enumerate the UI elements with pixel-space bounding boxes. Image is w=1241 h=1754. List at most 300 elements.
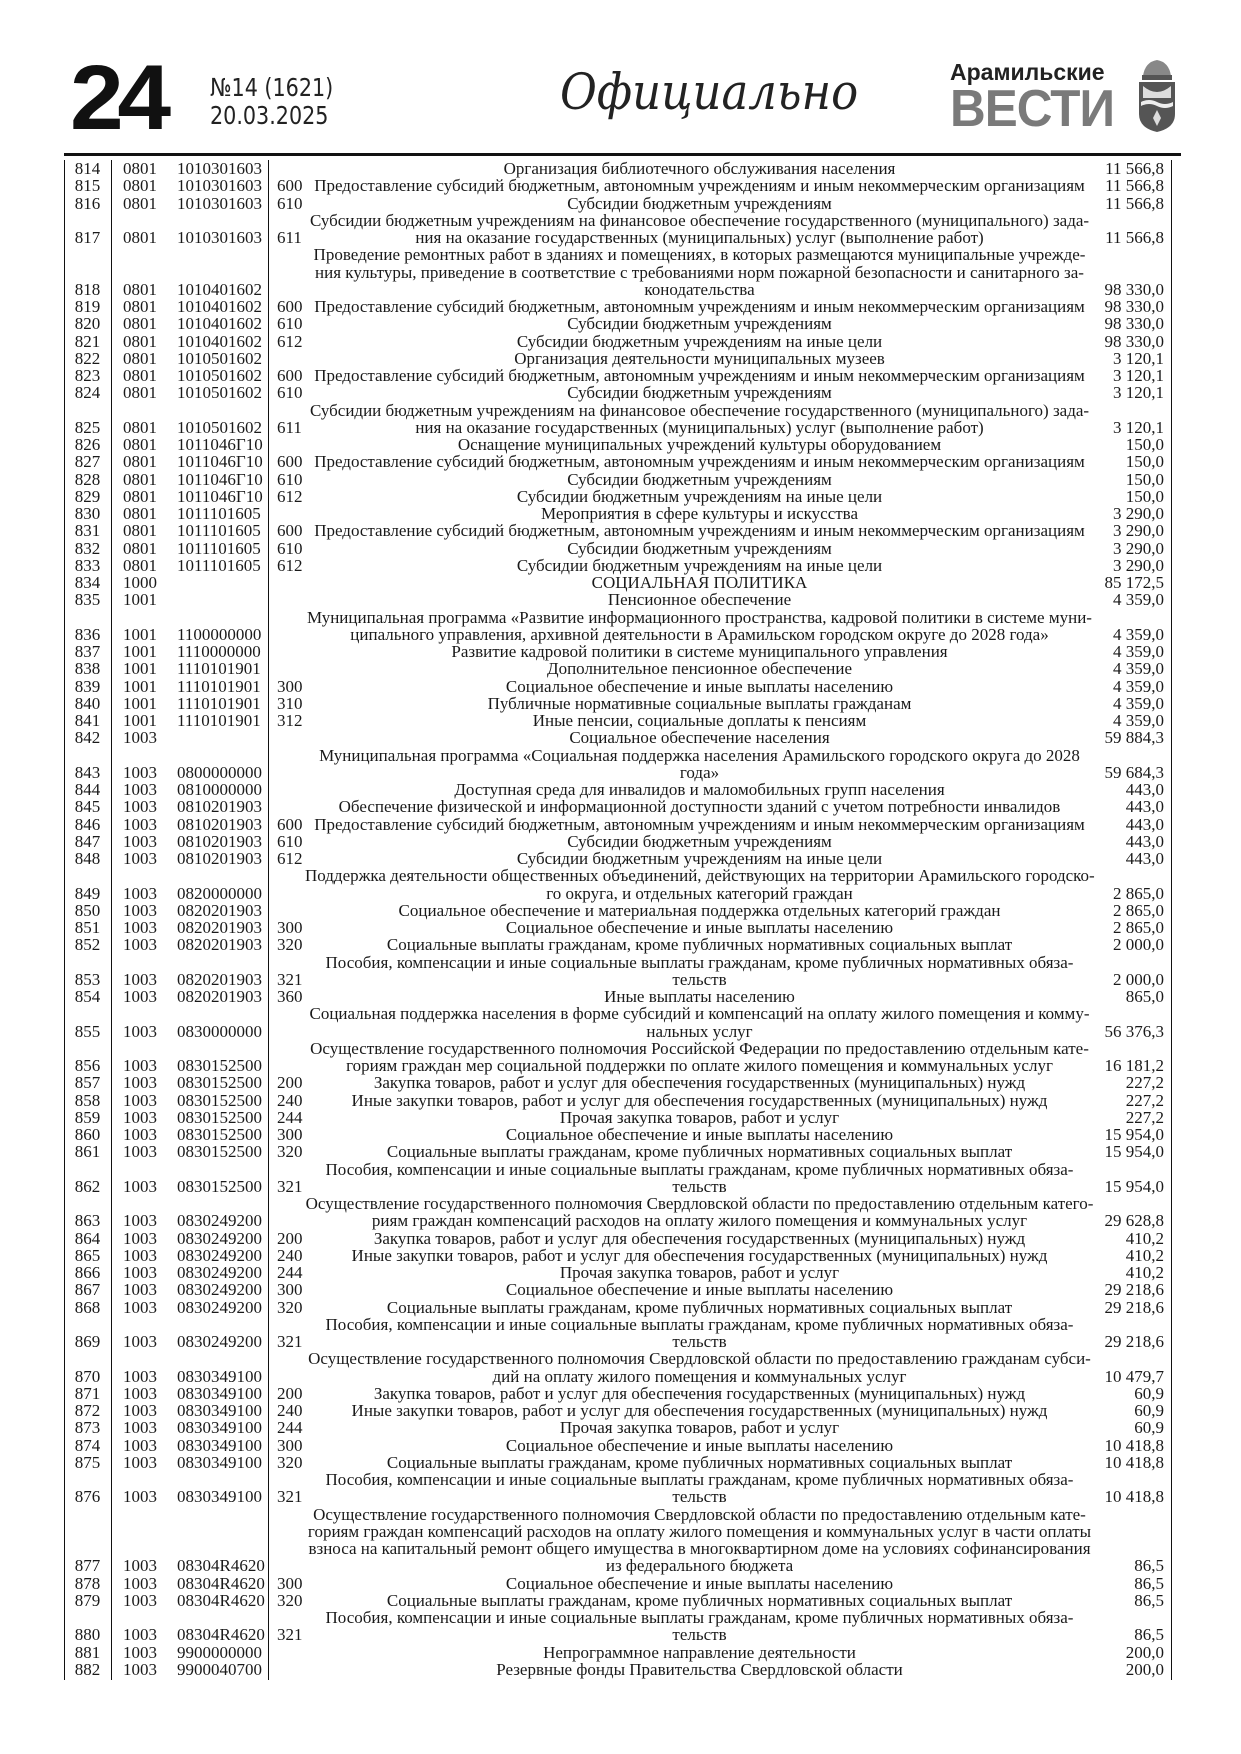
- row-number: 835: [74, 590, 101, 610]
- row-description: [305, 384, 1094, 401]
- target-article-code: 9900000000: [177, 1642, 262, 1662]
- row-number: 815: [74, 176, 101, 196]
- row-description: [305, 1074, 1094, 1091]
- expense-type-code: 321: [277, 969, 303, 989]
- row-amount: 443,0: [1125, 780, 1164, 799]
- row-description: [305, 798, 1094, 815]
- row-number: 851: [74, 918, 101, 937]
- row-amount: 4 359,0: [1113, 624, 1164, 644]
- section-code: 1003: [123, 1280, 157, 1300]
- row-description: [305, 1644, 1094, 1661]
- target-article-code: 0830152500: [177, 1125, 262, 1144]
- table-row: [64, 1506, 1172, 1575]
- column-divider: [268, 160, 269, 1680]
- description-line: Субсидии бюджетным учреждениям: [567, 469, 832, 489]
- target-article-code: 08304R4620: [177, 1573, 265, 1593]
- description-line: Социальное обеспечение и иные выплаты населению: [505, 1435, 894, 1455]
- expense-type-code: 611: [277, 228, 302, 247]
- row-number: 843: [74, 762, 101, 782]
- row-amount: 2 865,0: [1113, 918, 1164, 937]
- row-amount: 410,2: [1125, 1228, 1164, 1248]
- description-line: Субсидии бюджетным учреждениям на иные цели: [516, 849, 883, 868]
- row-number: 838: [74, 659, 101, 679]
- section-code: 1003: [123, 797, 157, 817]
- row-amount: 15 954,0: [1104, 1142, 1164, 1162]
- description-line: тельств: [672, 1625, 727, 1645]
- section-code: 1003: [123, 1418, 157, 1438]
- description-line: дий на оплату жилого помещения и коммунальных услуг: [492, 1366, 907, 1386]
- section-code: 1003: [123, 969, 157, 989]
- expense-type-code: 310: [277, 693, 303, 713]
- row-amount: 98 330,0: [1104, 314, 1164, 334]
- expense-type-code: 240: [277, 1401, 303, 1420]
- section-code: 1003: [123, 1142, 157, 1162]
- section-code: 1003: [123, 1297, 157, 1317]
- row-number: 822: [74, 348, 101, 368]
- description-line: тельств: [672, 1176, 727, 1196]
- description-line: Развитие кадровой политики в системе муниципального управления: [451, 642, 948, 661]
- description-line: Прочая закупка товаров, работ и услуг: [559, 1263, 840, 1282]
- table-row: [64, 1316, 1172, 1351]
- expense-type-code: 600: [277, 521, 303, 541]
- row-amount: 2 865,0: [1113, 900, 1164, 920]
- table-row: [64, 1385, 1172, 1402]
- row-number: 840: [74, 693, 101, 713]
- section-code: 1001: [123, 711, 157, 730]
- table-row: [64, 1109, 1172, 1126]
- row-description: [305, 643, 1094, 660]
- row-number: 873: [74, 1418, 101, 1438]
- table-border-left: [64, 160, 65, 1680]
- row-number: 882: [74, 1659, 101, 1679]
- section-code: 1003: [123, 1590, 157, 1610]
- row-amount: 150,0: [1125, 452, 1164, 472]
- expense-type-code: 610: [277, 538, 303, 558]
- target-article-code: 0830249200: [177, 1245, 262, 1265]
- target-article-code: 0810000000: [177, 780, 262, 799]
- expense-type-code: 300: [277, 1435, 303, 1455]
- row-amount: 3 290,0: [1113, 538, 1164, 558]
- row-amount: 60,9: [1134, 1383, 1164, 1403]
- row-description: [305, 1247, 1094, 1264]
- table-row: [64, 1005, 1172, 1040]
- description-line: Социальное обеспечение населения: [569, 728, 830, 748]
- expense-type-code: 300: [277, 918, 303, 937]
- description-line: Социальное обеспечение и иные выплаты населению: [505, 676, 894, 696]
- description-line: Субсидии бюджетным учреждениям на финансовое обеспечение государственного (муниципального) зада-: [309, 210, 1090, 230]
- row-description: [305, 1575, 1094, 1592]
- target-article-code: 1010401602: [177, 297, 262, 316]
- description-line: Прочая закупка товаров, работ и услуг: [559, 1107, 840, 1127]
- description-line: Пособия, компенсации и иные социальные выплаты гражданам, кроме публичных нормативных обяза-: [325, 1608, 1074, 1627]
- table-row: [64, 1264, 1172, 1281]
- target-article-code: 08304R4620: [177, 1625, 265, 1645]
- row-number: 859: [74, 1107, 101, 1127]
- row-number: 868: [74, 1297, 101, 1317]
- row-description: [305, 246, 1094, 298]
- row-number: 869: [74, 1332, 101, 1351]
- description-line: Муниципальная программа «Развитие информационного пространства, кадровой политики в системе муни-: [307, 607, 1092, 627]
- row-amount: 10 418,8: [1104, 1452, 1164, 1472]
- row-description: [305, 1109, 1094, 1126]
- description-line: Мероприятия в сфере культуры и искусства: [540, 504, 859, 523]
- section-code: 0801: [123, 348, 157, 368]
- description-line: взноса на капитальный ремонт общего имущества в многоквартирном доме на условиях софинансирования: [308, 1539, 1091, 1558]
- target-article-code: 0830249200: [177, 1280, 262, 1300]
- target-article-code: 1110101901: [177, 659, 261, 679]
- expense-type-code: 300: [277, 1573, 303, 1593]
- section-code: 1003: [123, 1332, 157, 1351]
- section-code: 0801: [123, 504, 157, 523]
- target-article-code: 0830349100: [177, 1366, 262, 1386]
- row-number: 847: [74, 831, 101, 851]
- row-description: [305, 1506, 1094, 1575]
- row-description: [305, 1350, 1094, 1385]
- row-number: 865: [74, 1245, 101, 1265]
- row-description: [305, 954, 1094, 989]
- description-line: Осуществление государственного полномочия Свердловской области по предоставлению отдельным кате-: [313, 1504, 1086, 1524]
- description-line: года»: [679, 762, 720, 782]
- description-line: Закупка товаров, работ и услуг для обеспечения государственных (муниципальных) нужд: [373, 1383, 1026, 1403]
- target-article-code: 1010301603: [177, 228, 262, 247]
- section-code: 1003: [123, 1556, 157, 1576]
- description-line: тельств: [672, 1487, 727, 1507]
- table-body: [64, 160, 1172, 1678]
- row-amount: 60,9: [1134, 1418, 1164, 1438]
- row-amount: 2 000,0: [1113, 969, 1164, 989]
- expense-type-code: 610: [277, 193, 303, 213]
- section-code: 1003: [123, 728, 157, 748]
- row-number: 881: [74, 1642, 101, 1662]
- table-row: [64, 246, 1172, 298]
- table-row: [64, 678, 1172, 695]
- issue-info: [210, 74, 333, 130]
- row-description: [305, 712, 1094, 729]
- row-amount: 200,0: [1125, 1642, 1164, 1662]
- section-code: 1001: [123, 693, 157, 713]
- table-row: [64, 781, 1172, 798]
- row-number: 836: [74, 624, 101, 644]
- target-article-code: 0810201903: [177, 797, 262, 817]
- description-line: го округа, и отдельных категорий граждан: [546, 883, 853, 903]
- row-description: [305, 1040, 1094, 1075]
- expense-type-code: 200: [277, 1073, 303, 1093]
- row-amount: 11 566,8: [1105, 159, 1164, 178]
- target-article-code: 0800000000: [177, 762, 262, 782]
- expense-type-code: 612: [277, 331, 303, 351]
- row-description: [305, 1126, 1094, 1143]
- row-number: 871: [74, 1383, 101, 1403]
- row-description: [305, 1419, 1094, 1436]
- row-description: [305, 436, 1094, 453]
- row-amount: 410,2: [1125, 1263, 1164, 1282]
- row-description: [305, 160, 1094, 177]
- row-description: [305, 1437, 1094, 1454]
- row-description: [305, 988, 1094, 1005]
- row-description: [305, 195, 1094, 212]
- description-line: Социальные выплаты гражданам, кроме публичных нормативных социальных выплат: [386, 1452, 1013, 1472]
- section-code: 1001: [123, 590, 157, 610]
- expense-type-code: 600: [277, 814, 303, 834]
- row-amount: 3 290,0: [1113, 555, 1164, 575]
- row-description: [305, 695, 1094, 712]
- row-amount: 150,0: [1125, 486, 1164, 506]
- section-code: 1001: [123, 624, 157, 644]
- row-number: 844: [74, 780, 101, 799]
- section-code: 0801: [123, 452, 157, 472]
- target-article-code: 0810201903: [177, 849, 262, 868]
- section-code: 0801: [123, 279, 157, 299]
- expense-type-code: 200: [277, 1228, 303, 1248]
- target-article-code: 0830249200: [177, 1332, 262, 1351]
- description-line: Социальные выплаты гражданам, кроме публичных нормативных социальных выплат: [386, 1297, 1013, 1317]
- row-number: 839: [74, 676, 101, 696]
- row-description: [305, 1471, 1094, 1506]
- expense-type-code: 612: [277, 486, 303, 506]
- table-row: [64, 1419, 1172, 1436]
- expense-type-code: 610: [277, 383, 303, 403]
- target-article-code: 1110000000: [177, 642, 261, 661]
- section-code: 0801: [123, 383, 157, 403]
- newspaper-logo: [950, 59, 1120, 138]
- row-amount: 11 566,8: [1105, 176, 1164, 196]
- row-number: 830: [74, 504, 101, 523]
- section-code: 0801: [123, 521, 157, 541]
- row-number: 867: [74, 1280, 101, 1300]
- target-article-code: 0810201903: [177, 831, 262, 851]
- row-amount: 98 330,0: [1104, 331, 1164, 351]
- expense-type-code: 320: [277, 1452, 303, 1472]
- row-amount: 29 218,6: [1104, 1280, 1164, 1300]
- table-row: [64, 453, 1172, 470]
- row-number: 872: [74, 1401, 101, 1420]
- row-number: 846: [74, 814, 101, 834]
- target-article-code: 1110101901: [177, 693, 261, 713]
- target-article-code: 0830349100: [177, 1435, 262, 1455]
- row-amount: 15 954,0: [1104, 1125, 1164, 1144]
- row-number: 861: [74, 1142, 101, 1162]
- description-line: Предоставление субсидий бюджетным, автономным учреждениям и иным некоммерческим организациям: [314, 452, 1085, 472]
- target-article-code: 0810201903: [177, 814, 262, 834]
- expense-type-code: 240: [277, 1090, 303, 1110]
- description-line: Поддержка деятельности общественных объединений, действующих на территории Арамильского городско-: [305, 866, 1095, 886]
- description-line: Осуществление государственного полномочия Свердловской области по предоставлению гражданам субси-: [308, 1349, 1091, 1369]
- row-number: 866: [74, 1263, 101, 1282]
- row-number: 820: [74, 314, 101, 334]
- description-line: Иные закупки товаров, работ и услуг для обеспечения государственных (муниципальных) нужд: [351, 1401, 1048, 1420]
- row-amount: 2 000,0: [1113, 935, 1164, 955]
- expense-type-code: 320: [277, 1297, 303, 1317]
- row-number: 845: [74, 797, 101, 817]
- row-description: [305, 747, 1094, 782]
- description-line: ния на оказание государственных (муниципальных) услуг (выполнение работ): [415, 417, 984, 437]
- section-code: 1003: [123, 1383, 157, 1403]
- row-number: 874: [74, 1435, 101, 1455]
- row-amount: 86,5: [1134, 1556, 1164, 1576]
- table-row: [64, 177, 1172, 194]
- section-code: 0801: [123, 193, 157, 213]
- row-amount: 10 418,8: [1104, 1487, 1164, 1507]
- row-number: 877: [74, 1556, 101, 1576]
- section-code: 1003: [123, 1401, 157, 1420]
- description-line: Субсидии бюджетным учреждениям на иные цели: [516, 486, 883, 506]
- description-line: Организация библиотечного обслуживания населения: [503, 159, 896, 178]
- description-line: Закупка товаров, работ и услуг для обеспечения государственных (муниципальных) нужд: [373, 1073, 1026, 1093]
- row-amount: 29 218,6: [1104, 1297, 1164, 1317]
- description-line: Пособия, компенсации и иные социальные выплаты гражданам, кроме публичных нормативных обяза-: [325, 1314, 1074, 1334]
- row-number: 875: [74, 1452, 101, 1472]
- row-number: 832: [74, 538, 101, 558]
- description-line: Иные пенсии, социальные доплаты к пенсиям: [532, 711, 867, 730]
- table-row: [64, 1299, 1172, 1316]
- description-line: Субсидии бюджетным учреждениям: [567, 193, 832, 213]
- row-amount: 59 884,3: [1104, 728, 1164, 748]
- section-code: 1001: [123, 659, 157, 679]
- row-number: 825: [74, 417, 101, 437]
- row-amount: 227,2: [1125, 1107, 1164, 1127]
- section-code: 1003: [123, 1125, 157, 1144]
- coat-of-arms-icon: [1133, 58, 1181, 134]
- section-code: 0801: [123, 538, 157, 558]
- row-number: 870: [74, 1366, 101, 1386]
- section-code: 1003: [123, 1176, 157, 1196]
- row-number: 823: [74, 366, 101, 385]
- description-line: Осуществление государственного полномочия Свердловской области по предоставлению отдельным катего-: [305, 1194, 1094, 1213]
- row-number: 860: [74, 1125, 101, 1144]
- table-row: [64, 1575, 1172, 1592]
- description-line: Субсидии бюджетным учреждениям: [567, 314, 832, 334]
- target-article-code: 0830000000: [177, 1021, 262, 1041]
- row-amount: 3 290,0: [1113, 521, 1164, 541]
- row-description: [305, 333, 1094, 350]
- table-row: [64, 505, 1172, 522]
- table-row: [64, 729, 1172, 746]
- row-number: 814: [74, 159, 101, 178]
- row-amount: 227,2: [1125, 1090, 1164, 1110]
- row-number: 829: [74, 486, 101, 506]
- section-code: 1003: [123, 883, 157, 903]
- row-description: [305, 1230, 1094, 1247]
- row-amount: 11 566,8: [1105, 193, 1164, 213]
- section-code: 1003: [123, 814, 157, 834]
- row-number: 841: [74, 711, 101, 730]
- target-article-code: 0820201903: [177, 987, 262, 1006]
- table-row: [64, 1609, 1172, 1644]
- target-article-code: 1010501602: [177, 383, 262, 403]
- row-number: 818: [74, 279, 101, 299]
- table-row: [64, 384, 1172, 401]
- row-description: [305, 1316, 1094, 1351]
- row-description: [305, 867, 1094, 902]
- section-code: 0801: [123, 331, 157, 351]
- row-amount: 3 120,1: [1113, 417, 1164, 437]
- row-amount: 4 359,0: [1113, 693, 1164, 713]
- table-row: [64, 1592, 1172, 1609]
- row-amount: 98 330,0: [1104, 297, 1164, 316]
- target-article-code: 0830152500: [177, 1107, 262, 1127]
- target-article-code: 1010401602: [177, 279, 262, 299]
- target-article-code: 1011101605: [177, 538, 261, 558]
- target-article-code: 1011046Г10: [177, 469, 263, 489]
- row-amount: 60,9: [1134, 1401, 1164, 1420]
- section-code: 1003: [123, 1573, 157, 1593]
- row-number: 842: [74, 728, 101, 748]
- section-code: 1003: [123, 987, 157, 1006]
- row-description: [305, 833, 1094, 850]
- table-row: [64, 1040, 1172, 1075]
- row-amount: 443,0: [1125, 831, 1164, 851]
- section-code: 1003: [123, 1452, 157, 1472]
- section-code: 1003: [123, 1263, 157, 1282]
- table-row: [64, 1402, 1172, 1419]
- expense-type-code: 600: [277, 297, 303, 316]
- description-line: Социальное обеспечение и иные выплаты населению: [505, 1125, 894, 1144]
- table-row: [64, 591, 1172, 608]
- row-number: 876: [74, 1487, 101, 1507]
- target-article-code: 0830249200: [177, 1211, 262, 1231]
- expense-type-code: 240: [277, 1245, 303, 1265]
- expense-type-code: 300: [277, 1280, 303, 1300]
- description-line: Субсидии бюджетным учреждениям: [567, 831, 832, 851]
- row-amount: 16 181,2: [1104, 1056, 1164, 1075]
- row-description: [305, 453, 1094, 470]
- target-article-code: 0830152500: [177, 1142, 262, 1162]
- description-line: Дополнительное пенсионное обеспечение: [546, 659, 853, 679]
- row-description: [305, 1264, 1094, 1281]
- row-amount: 11 566,8: [1105, 228, 1164, 247]
- issue-date: 20.03.2025: [210, 101, 329, 130]
- description-line: Субсидии бюджетным учреждениям: [567, 538, 832, 558]
- target-article-code: 1011046Г10: [177, 452, 263, 472]
- section-code: 1003: [123, 1366, 157, 1386]
- target-article-code: 0830152500: [177, 1073, 262, 1093]
- table-row: [64, 1092, 1172, 1109]
- row-number: 854: [74, 987, 101, 1006]
- row-amount: 86,5: [1134, 1573, 1164, 1593]
- expense-type-code: 600: [277, 366, 303, 385]
- table-row: [64, 609, 1172, 644]
- section-code: 0801: [123, 297, 157, 316]
- target-article-code: 1010301603: [177, 176, 262, 196]
- target-article-code: 1010401602: [177, 331, 262, 351]
- description-line: Субсидии бюджетным учреждениям на финансовое обеспечение государственного (муниципального) зада-: [309, 400, 1090, 420]
- target-article-code: 1010301603: [177, 193, 262, 213]
- row-amount: 443,0: [1125, 797, 1164, 817]
- row-amount: 3 120,1: [1113, 366, 1164, 385]
- row-description: [305, 1005, 1094, 1040]
- target-article-code: 1011101605: [177, 504, 261, 523]
- description-line: Субсидии бюджетным учреждениям: [567, 383, 832, 403]
- table-row: [64, 919, 1172, 936]
- section-code: 0801: [123, 555, 157, 575]
- row-number: 856: [74, 1056, 101, 1075]
- row-description: [305, 1161, 1094, 1196]
- row-description: [305, 1143, 1094, 1160]
- target-article-code: 0830249200: [177, 1263, 262, 1282]
- row-number: 816: [74, 193, 101, 213]
- section-code: 0801: [123, 486, 157, 506]
- description-line: Социальное обеспечение и материальная поддержка отдельных категорий граждан: [398, 900, 1001, 920]
- section-code: 1003: [123, 1090, 157, 1110]
- row-amount: 410,2: [1125, 1245, 1164, 1265]
- description-line: Иные закупки товаров, работ и услуг для обеспечения государственных (муниципальных) нужд: [351, 1245, 1048, 1265]
- description-line: Организация деятельности муниципальных музеев: [514, 348, 885, 368]
- description-line: тельств: [672, 1332, 727, 1351]
- description-line: Закупка товаров, работ и услуг для обеспечения государственных (муниципальных) нужд: [373, 1228, 1026, 1248]
- target-article-code: 0830349100: [177, 1418, 262, 1438]
- table-row: [64, 488, 1172, 505]
- row-amount: 4 359,0: [1113, 590, 1164, 610]
